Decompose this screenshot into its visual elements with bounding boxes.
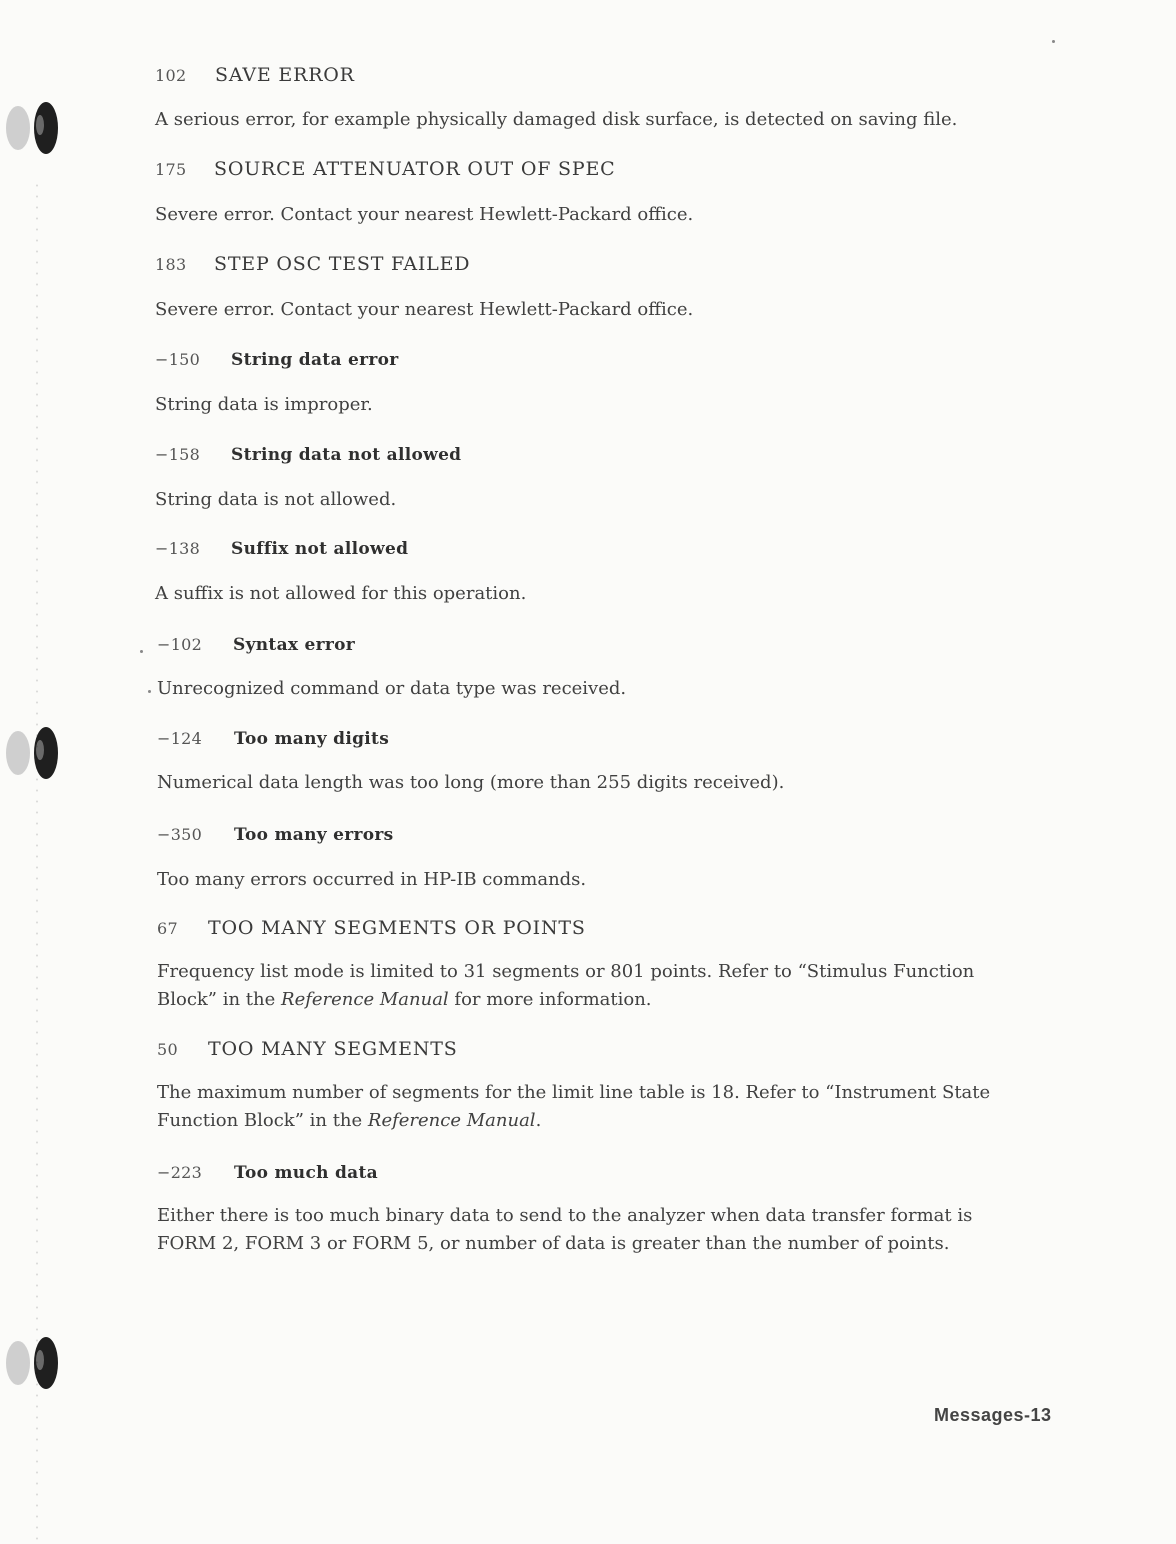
error-description [157,675,626,703]
description-line [157,866,586,894]
error-code: −150 [155,350,201,369]
description-line [157,769,784,797]
message-heading [155,537,408,559]
error-code: −223 [157,1163,203,1182]
description-text: Too many errors occurred in HP-IB commands. [157,869,587,890]
description-text: . [535,1110,542,1131]
manual-reference: Reference Manual [281,989,449,1010]
error-code: −350 [157,825,203,844]
error-code: −158 [155,445,201,464]
description-text: Function Block” in the [157,1110,368,1131]
description-line [155,106,957,134]
error-title: SOURCE ATTENUATOR OUT OF SPEC [214,158,616,180]
error-title: Too much data [234,1163,378,1183]
error-description [155,580,526,608]
description-text: Frequency list mode is limited to 31 segments or 801 points. Refer to “Stimulus Function [157,961,975,982]
manual-reference: Reference Manual [367,1110,536,1131]
message-heading [155,443,461,465]
binder-hole-icon [2,95,64,161]
error-code: −124 [157,729,203,748]
description-text: for more information. [448,989,652,1010]
description-line [155,296,693,324]
error-code: 102 [155,66,187,85]
description-text: Severe error. Contact your nearest Hewlett-Packard office. [155,204,694,225]
error-code: −102 [157,635,203,654]
error-title: Suffix not allowed [231,539,409,559]
error-title: TOO MANY SEGMENTS OR POINTS [208,917,586,939]
error-description [155,391,373,419]
description-line [157,958,974,986]
error-description [157,866,586,894]
error-description [155,106,957,134]
message-heading [155,158,615,180]
description-text: Severe error. Contact your nearest Hewlett-Packard office. [155,299,694,320]
message-heading [157,1161,378,1183]
message-heading [157,823,394,845]
error-code: 183 [155,255,187,274]
description-line [157,675,626,703]
description-line [155,580,526,608]
description-text: String data is improper. [155,394,373,415]
description-line [155,201,693,229]
error-description [157,769,784,797]
description-text: Block” in the [157,989,282,1010]
error-description [155,296,693,324]
message-heading [157,727,389,749]
error-description [155,486,396,514]
description-line [155,391,373,419]
error-description [157,958,974,1014]
error-description [157,1079,990,1135]
description-line [155,486,396,514]
message-heading [157,1038,458,1060]
message-heading [155,64,355,86]
error-title: SAVE ERROR [215,64,355,86]
description-text: String data is not allowed. [155,489,397,510]
description-line [157,1202,972,1230]
error-title: STEP OSC TEST FAILED [214,253,471,275]
message-heading [155,253,470,275]
error-title: TOO MANY SEGMENTS [208,1038,458,1060]
description-line [157,1230,972,1258]
error-title: String data error [231,350,399,370]
message-heading [157,917,586,939]
scan-speck [148,690,151,693]
page-number: Messages-13 [934,1405,1052,1425]
scan-speck [1052,40,1055,43]
error-description [157,1202,972,1258]
error-code: 175 [155,160,187,179]
description-text: The maximum number of segments for the limit line table is 18. Refer to “Instrument State [157,1082,991,1103]
description-text: Unrecognized command or data type was received. [157,678,627,699]
scan-speck [140,650,143,653]
error-code: 67 [157,919,178,938]
description-line [157,1079,990,1107]
scan-edge-speckle [34,180,42,1540]
description-text: FORM 2, FORM 3 or FORM 5, or number of data is greater than the number of points. [157,1233,950,1254]
error-description [155,201,693,229]
description-text: Either there is too much binary data to send to the analyzer when data transfer format is [157,1205,973,1226]
description-line [157,986,974,1014]
description-text: A suffix is not allowed for this operation. [155,583,527,604]
description-line [157,1107,990,1135]
description-text: A serious error, for example physically damaged disk surface, is detected on saving file. [155,109,958,130]
message-heading [157,633,355,655]
error-title: Too many errors [234,825,394,845]
error-title: Syntax error [233,635,356,655]
error-code: −138 [155,539,201,558]
error-title: Too many digits [234,729,390,749]
binder-hole-icon [2,1330,64,1396]
description-text: Numerical data length was too long (more than 255 digits received). [157,772,785,793]
error-code: 50 [157,1040,178,1059]
error-title: String data not allowed [231,445,462,465]
binder-hole-icon [2,720,64,786]
message-heading [155,348,399,370]
